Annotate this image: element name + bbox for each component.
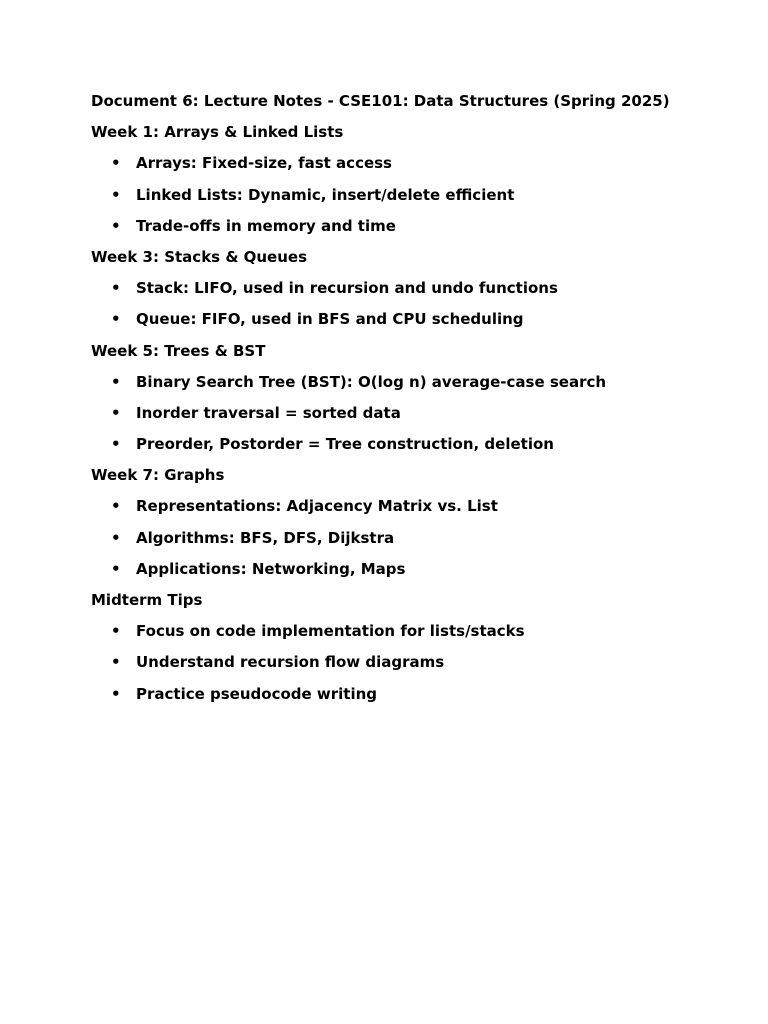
- bullet-icon: •: [111, 154, 121, 173]
- list-item: [91, 434, 741, 465]
- list-item-text: Understand recursion flow diagrams: [136, 653, 445, 672]
- list-item-text: Queue: FIFO, used in BFS and CPU scheduling: [136, 310, 524, 329]
- bullet-list: [91, 278, 741, 340]
- list-item-text: Representations: Adjacency Matrix vs. List: [136, 497, 498, 516]
- list-item-text: Practice pseudocode writing: [136, 684, 378, 703]
- list-item: [91, 372, 741, 403]
- bullet-icon: •: [111, 185, 121, 204]
- section-heading: Midterm Tips: [91, 591, 203, 609]
- list-item-text: Stack: LIFO, used in recursion and undo functions: [136, 279, 558, 298]
- document-title: Document 6: Lecture Notes - CSE101: Data Structures (Spring 2025): [91, 92, 670, 110]
- bullet-list: [91, 372, 741, 466]
- list-item-text: Linked Lists: Dynamic, insert/delete efficient: [136, 185, 515, 204]
- list-item: [91, 496, 741, 527]
- list-item-text: Inorder traversal = sorted data: [136, 403, 401, 422]
- list-item: [91, 216, 741, 247]
- section-heading: Week 5: Trees & BST: [91, 341, 266, 360]
- list-item: [91, 528, 741, 559]
- list-item-text: Trade-offs in memory and time: [136, 216, 396, 235]
- bullet-list: [91, 621, 741, 715]
- bullet-icon: •: [111, 310, 121, 329]
- list-item: [91, 309, 741, 340]
- bullet-icon: •: [111, 497, 121, 516]
- list-item: [91, 684, 741, 715]
- bullet-icon: •: [111, 403, 121, 422]
- bullet-list: [91, 496, 741, 590]
- bullet-icon: •: [111, 622, 121, 641]
- bullet-icon: •: [111, 653, 121, 672]
- list-item-text: Binary Search Tree (BST): O(log n) average-case search: [136, 372, 607, 391]
- bullet-list: [91, 153, 741, 247]
- bullet-icon: •: [111, 279, 121, 298]
- bullet-icon: •: [111, 684, 121, 703]
- list-item: [91, 403, 741, 434]
- list-item: [91, 652, 741, 683]
- section-list: [91, 122, 741, 715]
- list-item-text: Applications: Networking, Maps: [136, 559, 406, 578]
- list-item: [91, 278, 741, 309]
- list-item: [91, 153, 741, 184]
- list-item: [91, 185, 741, 216]
- bullet-icon: •: [111, 559, 121, 578]
- bullet-icon: •: [111, 216, 121, 235]
- bullet-icon: •: [111, 528, 121, 547]
- section-heading: Week 7: Graphs: [91, 466, 225, 485]
- list-item-text: Focus on code implementation for lists/stacks: [136, 622, 525, 641]
- section-heading: Week 3: Stacks & Queues: [91, 247, 308, 266]
- list-item-text: Algorithms: BFS, DFS, Dijkstra: [136, 528, 395, 547]
- section-heading: Week 1: Arrays & Linked Lists: [91, 123, 344, 142]
- bullet-icon: •: [111, 435, 121, 454]
- list-item-text: Arrays: Fixed-size, fast access: [136, 154, 392, 173]
- list-item: [91, 621, 741, 652]
- list-item-text: Preorder, Postorder = Tree construction, deletion: [136, 435, 554, 454]
- list-item: [91, 559, 741, 590]
- document-page: [91, 91, 741, 715]
- bullet-icon: •: [111, 372, 121, 391]
